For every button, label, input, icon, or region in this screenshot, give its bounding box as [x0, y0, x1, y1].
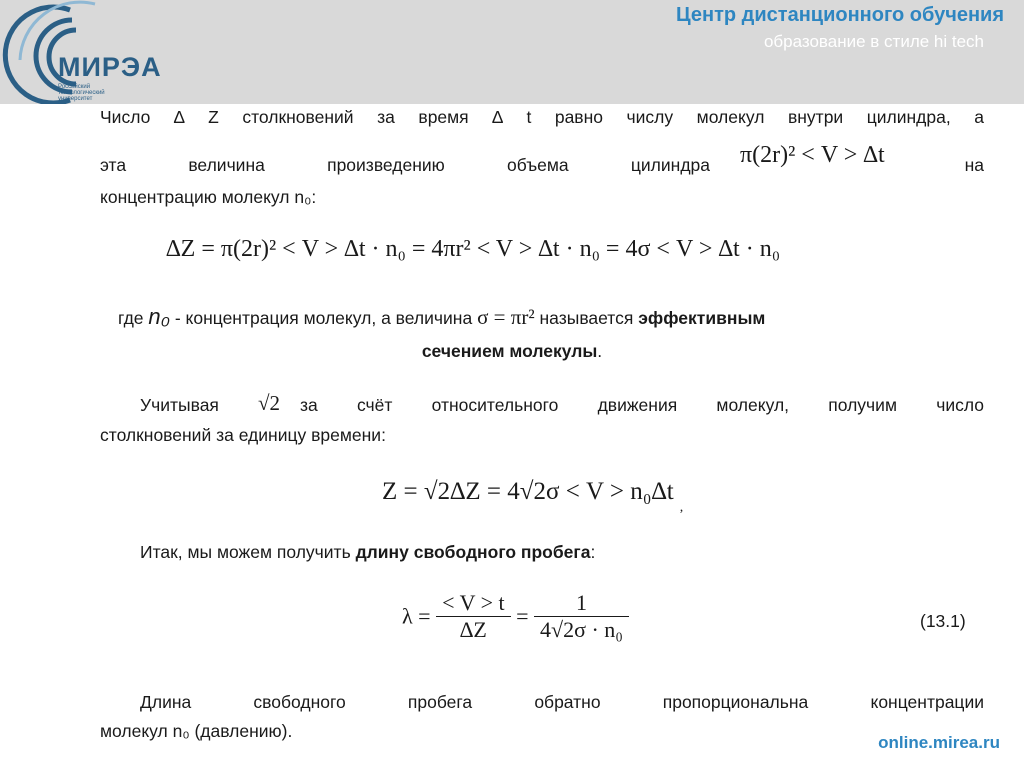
- cross-section-formula: σ = πr²: [477, 305, 535, 329]
- effective-term: эффективным: [638, 308, 766, 328]
- paragraph-2-text-c: называется: [539, 308, 634, 328]
- paragraph-4-end: :: [590, 542, 596, 562]
- center-title: Центр дистанционного обучения: [676, 4, 1004, 26]
- fraction-1: [436, 590, 511, 643]
- n0-symbol: n₀: [148, 304, 170, 329]
- center-subtitle: образование в стиле hi tech: [763, 32, 984, 51]
- paragraph-3-line-2: столкновений за единицу времени:: [100, 425, 386, 445]
- header-bar: [0, 0, 1024, 104]
- paragraph-2-text-b: - концентрация молекул, а величина: [174, 308, 473, 328]
- paragraph-3-text-b: за счёт относительного движения молекул, получим число: [300, 395, 984, 415]
- equation-collision-rate: [382, 478, 683, 516]
- paragraph-1-line-3: концентрацию молекул n₀:: [100, 187, 317, 207]
- fraction-1-denominator: ∆Z: [459, 617, 487, 642]
- equation-mean-free-path: [402, 590, 629, 643]
- paragraph-3-line-1: [140, 391, 984, 418]
- equation-comma: ,: [679, 500, 684, 515]
- fraction-2-numerator: 1: [534, 590, 629, 617]
- equation-number: (13.1): [920, 611, 966, 631]
- paragraph-2-text-a: где: [118, 308, 144, 328]
- fraction-1-numerator: < V > t: [436, 590, 511, 617]
- paragraph-2-line-2: [0, 340, 1024, 362]
- paragraph-2-end: .: [597, 341, 603, 361]
- equation-collision-rate-body: Z = √2∆Z = 4√2σ < V > n₀∆t: [382, 478, 674, 505]
- paragraph-2-line-1: [118, 306, 978, 329]
- brand-subtitle: Российский технологический университет: [58, 84, 105, 102]
- paragraph-3-text-a: Учитывая: [140, 395, 219, 415]
- paragraph-4-text: Итак, мы можем получить: [140, 542, 351, 562]
- brand-name: МИРЭА: [58, 52, 162, 82]
- sqrt-two-symbol: √2: [258, 391, 281, 415]
- fraction-2: [534, 590, 629, 643]
- paragraph-1-line-1: Число ∆ Z столкновений за время ∆ t равно числу молекул внутри цилиндра, а: [100, 107, 984, 127]
- equation-delta-z: ∆Z = π(2r)² < V > ∆t · n₀ = 4πr² < V > ∆t · n₀ = 4σ < V > ∆t · n₀: [166, 236, 781, 262]
- lambda-lhs: λ =: [402, 603, 431, 629]
- mean-free-path-term: длину свободного пробега: [355, 542, 591, 562]
- footer-url[interactable]: online.mirea.ru: [878, 733, 1000, 752]
- paragraph-4: [140, 541, 595, 563]
- paragraph-5-line-1: Длина свободного пробега обратно пропорциональна концентрации: [140, 692, 984, 712]
- paragraph-1-line-2-end: на: [964, 155, 984, 175]
- paragraph-1-line-2: [100, 142, 984, 176]
- paragraph-5-line-2: молекул n₀ (давлению).: [100, 721, 293, 741]
- equals-sign: =: [516, 603, 529, 629]
- cross-section-term: сечением молекулы: [421, 341, 598, 361]
- fraction-2-denominator: 4√2σ · n₀: [540, 617, 623, 642]
- paragraph-1-line-2-text: эта величина произведению объема цилиндра: [100, 155, 710, 175]
- cylinder-volume-formula: π(2r)² < V > ∆t: [740, 142, 885, 168]
